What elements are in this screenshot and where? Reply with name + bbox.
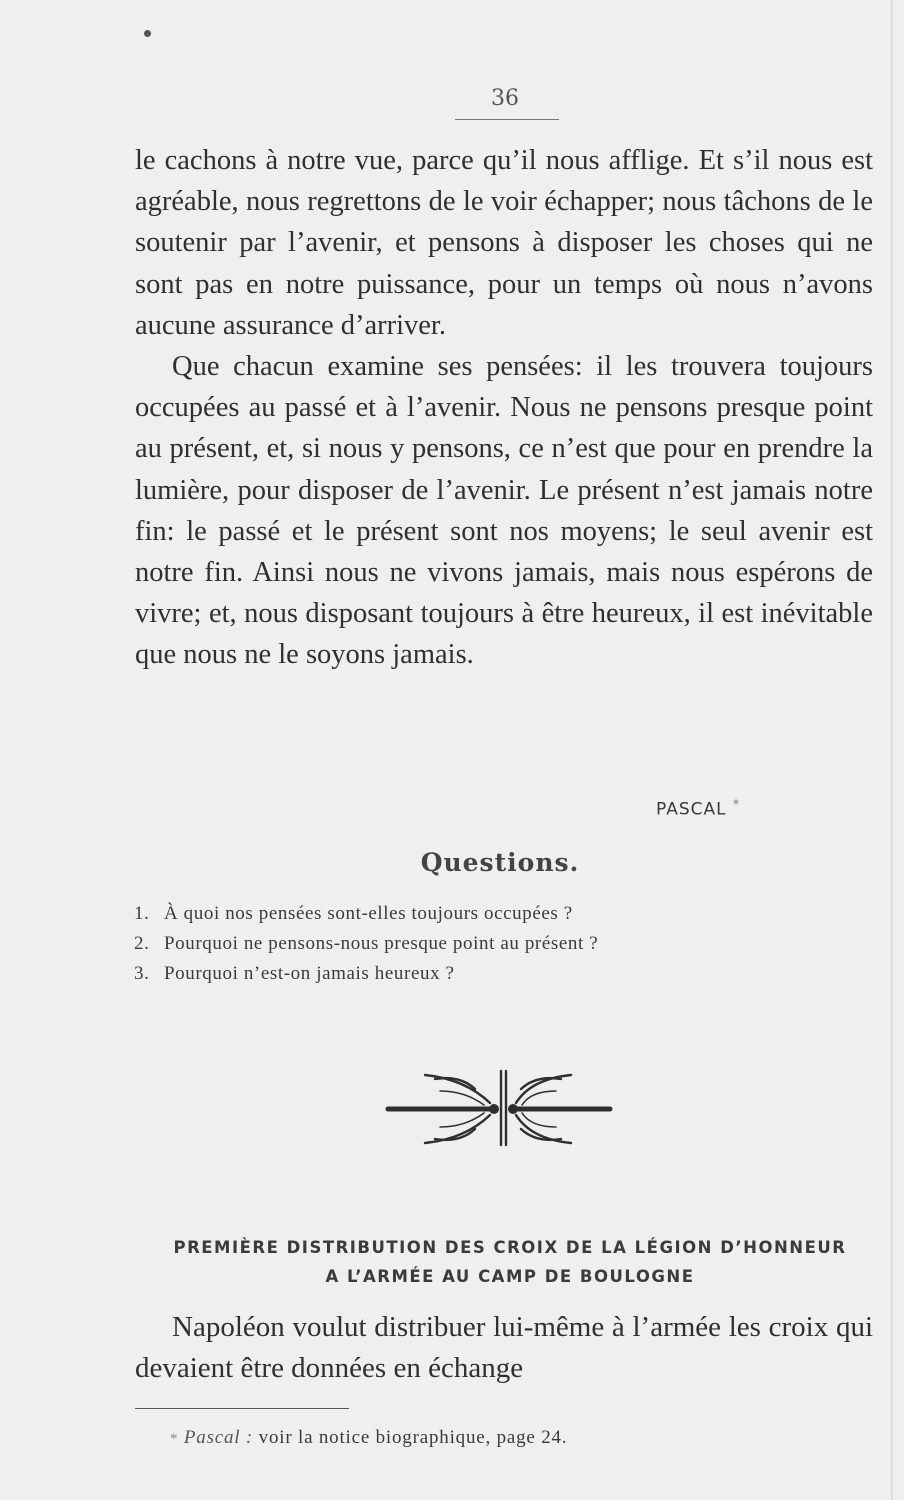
section-heading-line: A L’ARMÉE AU CAMP DE BOULOGNE <box>325 1267 695 1286</box>
ink-dot <box>144 30 151 37</box>
footnote-text: voir la notice biographique, page 24. <box>258 1427 568 1448</box>
question-text: Pourquoi n’est-on jamais heureux ? <box>164 963 455 984</box>
footnote-rule <box>135 1408 349 1409</box>
question-number: 3. <box>134 963 150 984</box>
section-text <box>135 1307 873 1389</box>
section-paragraph: Napoléon voulut distribuer lui-même à l’armée les croix qui devaient être données en échange <box>135 1311 873 1384</box>
question-text: À quoi nos pensées sont-elles toujours occupées ? <box>164 903 573 924</box>
question-text: Pourquoi ne pensons-nous presque point au présent ? <box>164 933 599 954</box>
author-footnote-marker: * <box>733 797 740 811</box>
section-heading <box>130 1233 890 1291</box>
body-paragraph: Que chacun examine ses pensées: il les trouvera toujours occupées au passé et à l’avenir. Nous ne pensons presque point au présent, et, si nous y pensons, ce n’est que pour en prendre la lumière, pour disposer de l’avenir. Le présent n’est jamais notre fin: le passé et le présent sont nos moyens; le seul avenir est notre fin. Ainsi nous ne vivons jamais, mais nous espérons de vivre; et, nous disposant toujours à être heureux, il est inévitable que nous ne le soyons jamais. <box>135 351 873 671</box>
body-text <box>135 140 873 676</box>
questions-list <box>134 899 834 989</box>
questions-title: Questions. <box>420 848 580 877</box>
body-paragraph: le cachons à notre vue, parce qu’il nous afflige. Et s’il nous est agréable, nous regrettons de le voir échapper; nous tâchons de le soutenir par l’avenir, et pensons à disposer les choses qui ne sont pas en notre puissance, pour un temps où nous n’avons aucune assurance d’arriver. <box>135 145 873 341</box>
question-item <box>134 959 834 989</box>
section-heading-line: PREMIÈRE DISTRIBUTION DES CROIX DE LA LÉGION D’HONNEUR <box>173 1238 847 1257</box>
footnote-name: Pascal : <box>183 1427 254 1448</box>
page-number: 36 <box>491 86 519 111</box>
question-item <box>134 899 834 929</box>
author-signature <box>520 797 740 820</box>
question-number: 2. <box>134 933 150 954</box>
page-number-rule <box>455 119 559 120</box>
footnote-marker: * <box>170 1431 179 1447</box>
page-edge <box>891 0 894 1500</box>
ornament-divider-icon <box>380 1065 616 1150</box>
question-item <box>134 929 834 959</box>
footnote <box>170 1427 850 1449</box>
author-name: PASCAL <box>656 799 727 820</box>
question-number: 1. <box>134 903 150 924</box>
